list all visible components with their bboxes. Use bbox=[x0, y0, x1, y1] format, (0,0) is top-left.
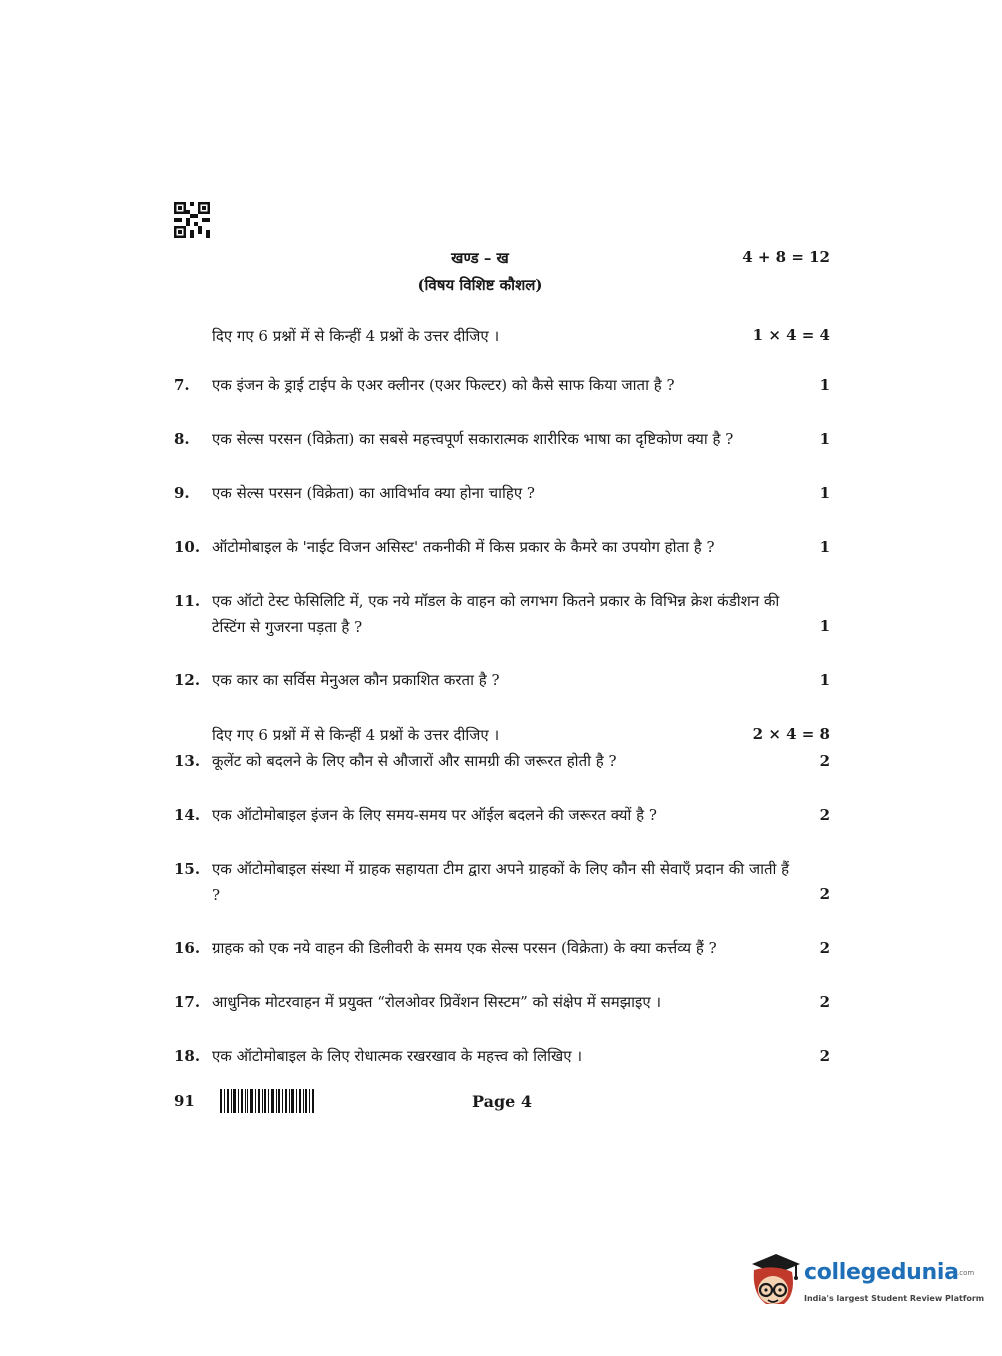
question-marks: 1 bbox=[819, 430, 830, 448]
question-number: 12. bbox=[174, 671, 201, 689]
instruction-text: दिए गए 6 प्रश्नों में से किन्हीं 4 प्रश्नों के उत्तर दीजिए । bbox=[212, 327, 500, 345]
question-number: 18. bbox=[174, 1047, 201, 1065]
question-marks: 2 bbox=[819, 752, 830, 770]
question-marks: 1 bbox=[819, 538, 830, 556]
question-marks: 2 bbox=[819, 993, 830, 1011]
page-number: Page 4 bbox=[472, 1092, 533, 1111]
question-text: एक सेल्स परसन (विक्रेता) का सबसे महत्त्वपूर्ण सकारात्मक शारीरिक भाषा का दृष्टिकोण क्या है ? bbox=[212, 430, 734, 448]
section-marks: 4 + 8 = 12 bbox=[742, 248, 830, 266]
instruction-text: दिए गए 6 प्रश्नों में से किन्हीं 4 प्रश्नों के उत्तर दीजिए । bbox=[212, 726, 500, 744]
question-number: 8. bbox=[174, 430, 190, 448]
question-text: ऑटोमोबाइल के 'नाईट विजन असिस्ट' तकनीकी में किस प्रकार के कैमरे का उपयोग होता है ? bbox=[212, 538, 715, 556]
question-text: एक इंजन के ड्राई टाईप के एअर क्लीनर (एअर फिल्टर) को कैसे साफ किया जाता है ? bbox=[212, 376, 675, 394]
question-number: 14. bbox=[174, 806, 201, 824]
question-marks: 1 bbox=[819, 617, 830, 635]
qr-code-icon bbox=[174, 202, 210, 238]
question-text: एक ऑटोमोबाइल के लिए रोधात्मक रखरखाव के महत्त्व को लिखिए । bbox=[212, 1047, 583, 1065]
collegedunia-logo bbox=[744, 1250, 985, 1314]
question-marks: 1 bbox=[819, 671, 830, 689]
question-number: 11. bbox=[174, 592, 201, 610]
section-subtitle: (विषय विशिष्ट कौशल) bbox=[417, 276, 543, 294]
question-text: ग्राहक को एक नये वाहन की डिलीवरी के समय एक सेल्स परसन (विक्रेता) के क्या कर्त्तव्य हैं ? bbox=[212, 939, 717, 957]
instruction-marks: 2 × 4 = 8 bbox=[752, 725, 830, 743]
question-number: 7. bbox=[174, 376, 190, 394]
brand-tagline: India's largest Student Review Platform bbox=[804, 1294, 985, 1303]
question-number: 13. bbox=[174, 752, 201, 770]
question-text: एक कार का सर्विस मेनुअल कौन प्रकाशित करता है ? bbox=[212, 671, 500, 689]
question-number: 9. bbox=[174, 484, 190, 502]
question-marks: 2 bbox=[819, 939, 830, 957]
question-marks: 1 bbox=[819, 484, 830, 502]
question-number: 16. bbox=[174, 939, 201, 957]
question-number: 15. bbox=[174, 860, 201, 878]
paper-code: 91 bbox=[174, 1092, 195, 1110]
instruction-marks: 1 × 4 = 4 bbox=[752, 326, 830, 344]
brand-name: collegedunia bbox=[804, 1260, 959, 1285]
question-marks: 2 bbox=[819, 1047, 830, 1065]
question-text: आधुनिक मोटरवाहन में प्रयुक्त “रोलओवर प्रिवेंशन सिस्टम” को संक्षेप में समझाइए । bbox=[212, 993, 662, 1011]
question-text: एक ऑटो टेस्ट फेसिलिटि में, एक नये मॉडल के वाहन को लगभग कितने प्रकार के विभिन्न क्रेश कंडीशन की टेस्टिंग से गुजरना पड़ता है ? bbox=[212, 592, 780, 636]
question-marks: 2 bbox=[819, 806, 830, 824]
question-marks: 1 bbox=[819, 376, 830, 394]
collegedunia-mascot-icon bbox=[744, 1250, 802, 1314]
question-text: कूलेंट को बदलने के लिए कौन से औजारों और सामग्री की जरूरत होती है ? bbox=[212, 752, 617, 770]
question-text: एक ऑटोमोबाइल संस्था में ग्राहक सहायता टीम द्वारा अपने ग्राहकों के लिए कौन सी सेवाएँ प्रदान की जाती हैं ? bbox=[212, 860, 790, 904]
question-marks: 2 bbox=[819, 885, 830, 903]
section-title: खण्ड – ख bbox=[451, 249, 509, 267]
question-number: 10. bbox=[174, 538, 201, 556]
question-number: 17. bbox=[174, 993, 201, 1011]
question-text: एक सेल्स परसन (विक्रेता) का आविर्भाव क्या होना चाहिए ? bbox=[212, 484, 535, 502]
question-text: एक ऑटोमोबाइल इंजन के लिए समय-समय पर ऑईल बदलने की जरूरत क्यों है ? bbox=[212, 806, 657, 824]
brand-domain: .com bbox=[957, 1269, 975, 1277]
barcode-icon bbox=[220, 1089, 314, 1113]
